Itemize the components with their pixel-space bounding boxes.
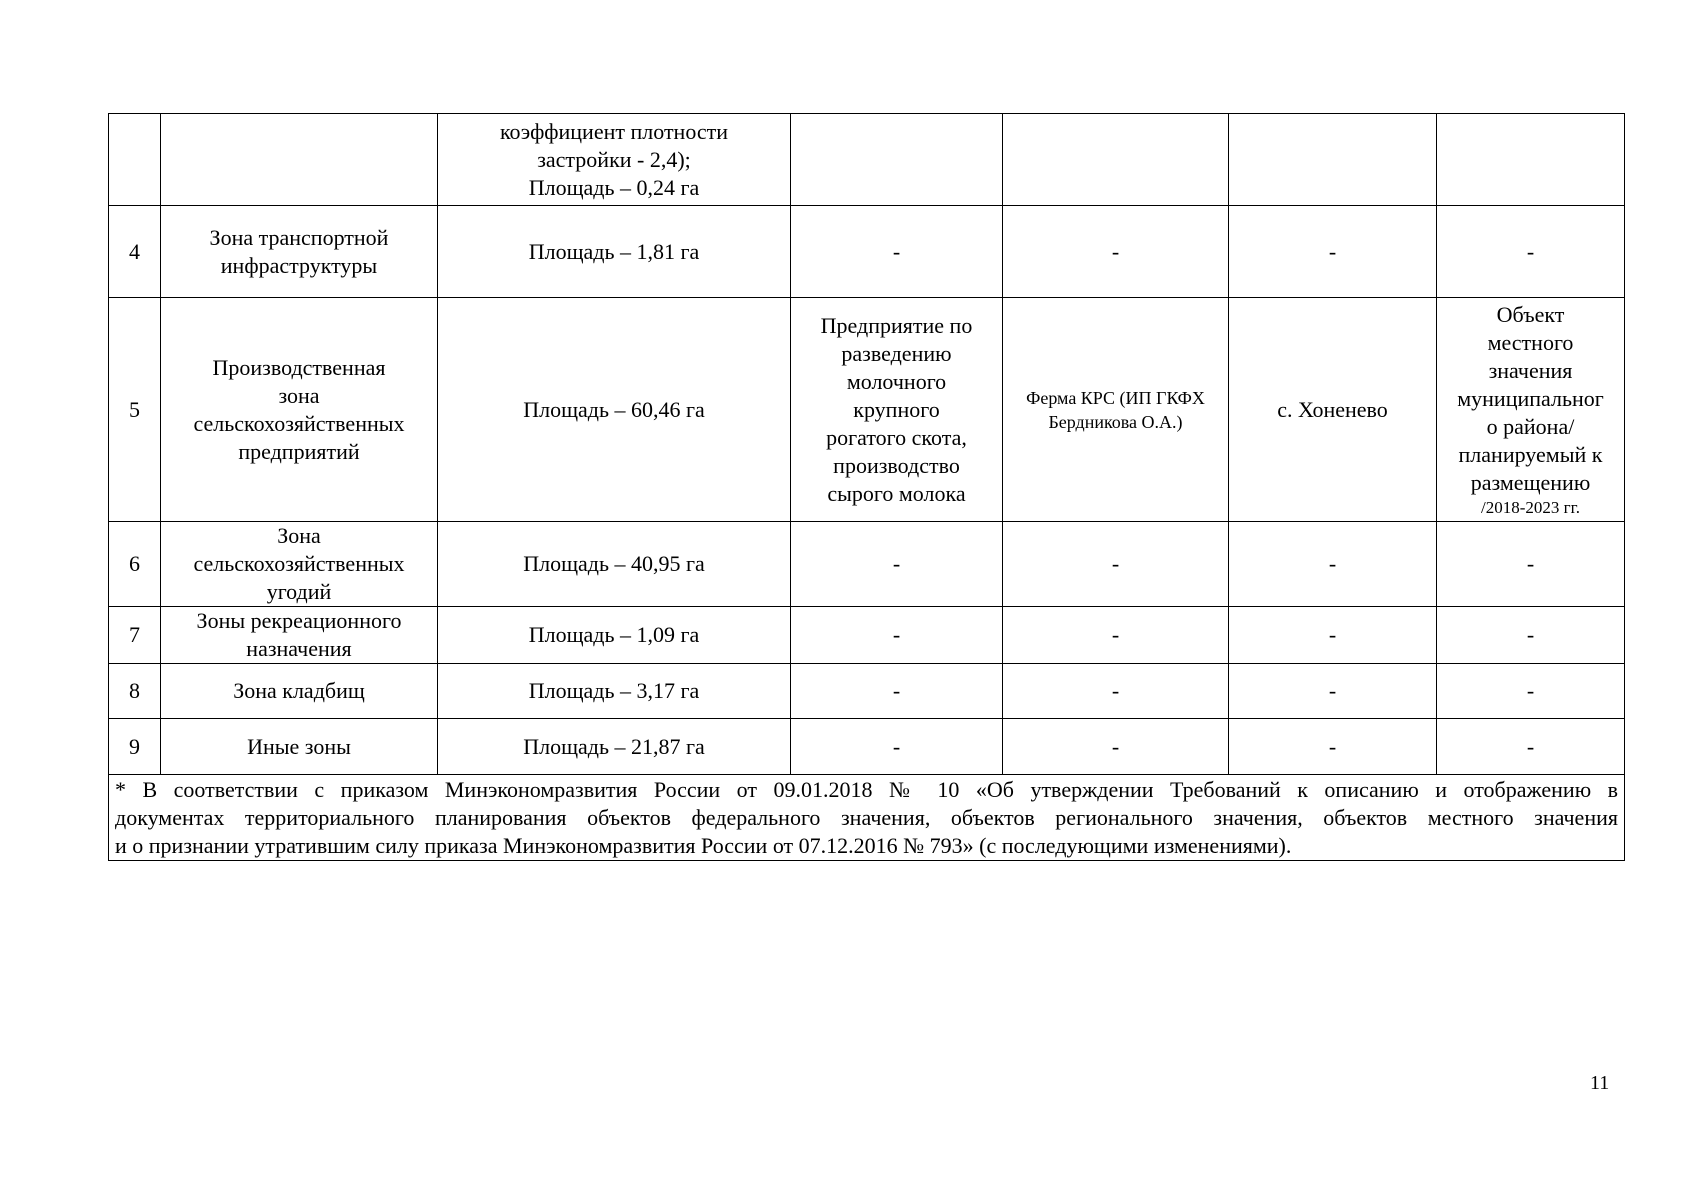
zone-params-cell: Площадь – 1,09 га — [438, 607, 791, 664]
footnote: * В соответствии с приказом Минэкономразвития России от 09.01.2018 № 10 «Об утверждении Требований к описанию и отображению в документах территориального планирования объектов федерального значения, объектов регионального значения, объектов местного значения и о признании утратившим силу приказа Минэкономразвития России от 07.12.2016 № 793» (с последующими изменениями). — [109, 775, 1625, 861]
table-row — [109, 206, 1625, 298]
zones-table — [108, 113, 1625, 861]
object-status-cell: Объект местного значения муниципальног о района/ планируемый к размещению /2018-2023 гг. — [1437, 298, 1625, 522]
object-location-cell: - — [1229, 206, 1437, 298]
object-name-cell: - — [1003, 206, 1229, 298]
zone-params-cell: Площадь – 40,95 га — [438, 522, 791, 607]
object-status-cell: - — [1437, 664, 1625, 719]
zone-params-cell: коэффициент плотности застройки - 2,4); Площадь – 0,24 га — [438, 114, 791, 206]
object-location-cell: - — [1229, 664, 1437, 719]
zone-params-cell: Площадь – 3,17 га — [438, 664, 791, 719]
object-name-cell: - — [1003, 607, 1229, 664]
object-purpose-cell: - — [791, 719, 1003, 775]
table-row — [109, 298, 1625, 522]
object-name-cell — [1003, 114, 1229, 206]
object-purpose-cell — [791, 114, 1003, 206]
zone-params-cell: Площадь – 60,46 га — [438, 298, 791, 522]
zone-name-cell: Зона сельскохозяйственных угодий — [161, 522, 438, 607]
object-location-cell: с. Хоненево — [1229, 298, 1437, 522]
object-status-cell — [1437, 114, 1625, 206]
object-status-cell: - — [1437, 719, 1625, 775]
zone-name-cell: Производственная зона сельскохозяйственных предприятий — [161, 298, 438, 522]
object-status-cell: - — [1437, 522, 1625, 607]
object-purpose-cell: - — [791, 607, 1003, 664]
object-location-cell: - — [1229, 719, 1437, 775]
zone-name-cell — [161, 114, 438, 206]
zone-params-cell: Площадь – 21,87 га — [438, 719, 791, 775]
footnote-row — [109, 775, 1625, 861]
row-number-cell: 7 — [109, 607, 161, 664]
table-row — [109, 114, 1625, 206]
table-row — [109, 664, 1625, 719]
object-purpose-cell: - — [791, 664, 1003, 719]
row-number-cell: 9 — [109, 719, 161, 775]
object-status-cell: - — [1437, 206, 1625, 298]
object-purpose-cell: - — [791, 522, 1003, 607]
row-number-cell: 4 — [109, 206, 161, 298]
object-name-cell: - — [1003, 664, 1229, 719]
object-location-cell — [1229, 114, 1437, 206]
object-name-cell: Ферма КРС (ИП ГКФХ Бердникова О.А.) — [1003, 298, 1229, 522]
row-number-cell: 5 — [109, 298, 161, 522]
zone-params-cell: Площадь – 1,81 га — [438, 206, 791, 298]
object-status-cell: - — [1437, 607, 1625, 664]
object-name-cell: - — [1003, 719, 1229, 775]
table-row — [109, 607, 1625, 664]
zone-name-cell: Зоны рекреационного назначения — [161, 607, 438, 664]
object-location-cell: - — [1229, 607, 1437, 664]
object-location-cell: - — [1229, 522, 1437, 607]
table-row — [109, 719, 1625, 775]
object-purpose-cell: Предприятие по разведению молочного крупного рогатого скота, производство сырого молока — [791, 298, 1003, 522]
table-row — [109, 522, 1625, 607]
page-number: 11 — [1590, 1072, 1610, 1094]
object-name-cell: - — [1003, 522, 1229, 607]
row-number-cell: 6 — [109, 522, 161, 607]
zone-name-cell: Зона кладбищ — [161, 664, 438, 719]
zone-name-cell: Зона транспортной инфраструктуры — [161, 206, 438, 298]
zone-name-cell: Иные зоны — [161, 719, 438, 775]
row-number-cell: 8 — [109, 664, 161, 719]
object-purpose-cell: - — [791, 206, 1003, 298]
row-number-cell — [109, 114, 161, 206]
